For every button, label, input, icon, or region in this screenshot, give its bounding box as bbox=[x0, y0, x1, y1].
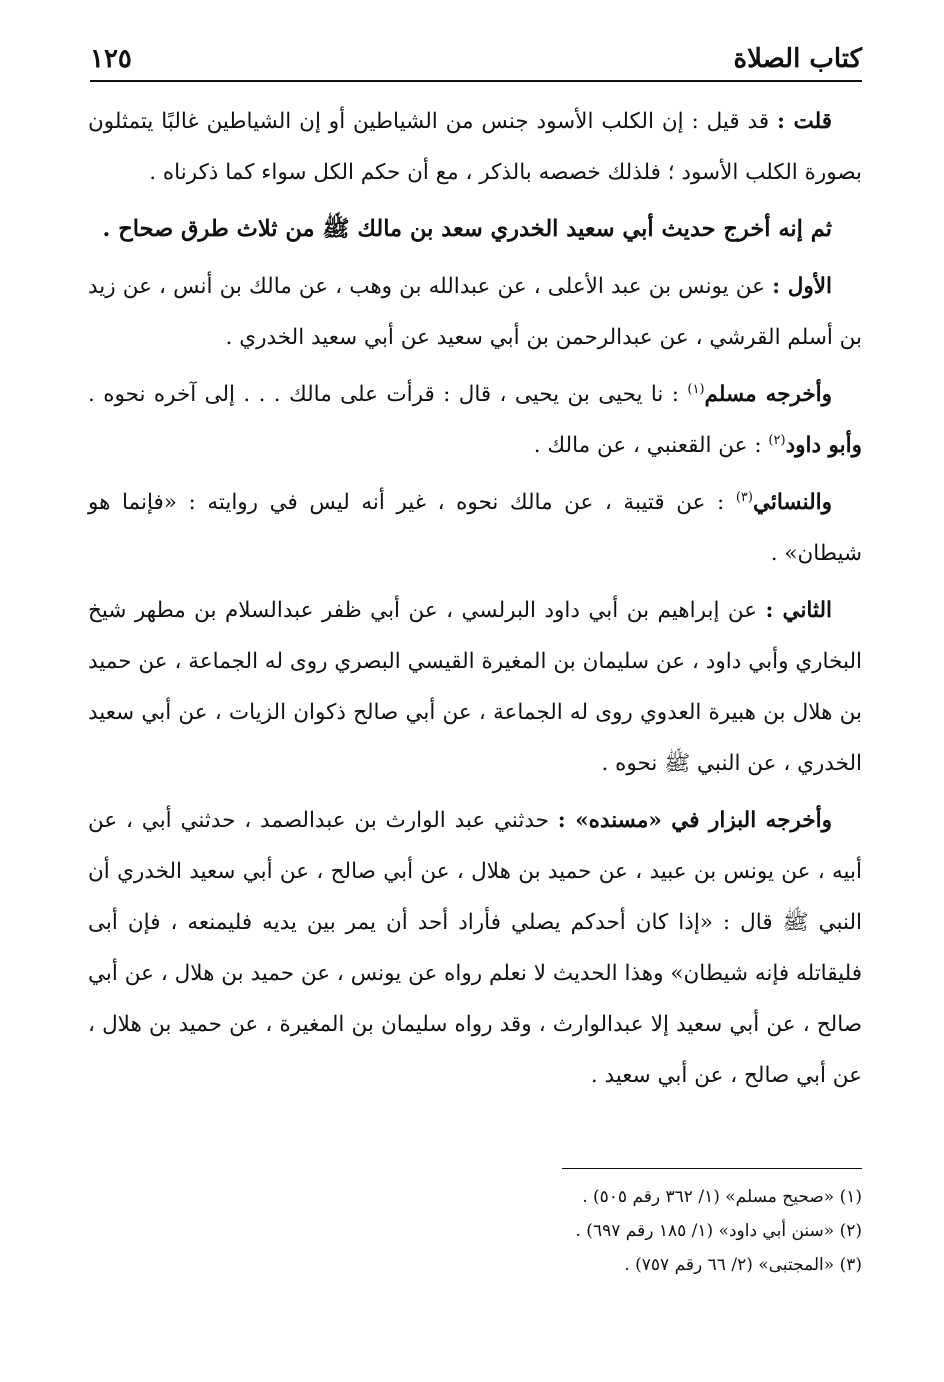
section-heading: ثم إنه أخرج حديث أبي سعيد الخدري سعد بن مالك ﷺ من ثلاث طرق صحاح . bbox=[102, 216, 832, 242]
paragraph-lead: قلت : bbox=[777, 109, 832, 134]
paragraph-qultu bbox=[88, 96, 862, 198]
paragraph-muslim bbox=[88, 369, 862, 471]
running-title: كتاب الصلاة bbox=[733, 44, 862, 74]
paragraph-first-chain bbox=[88, 261, 862, 363]
paragraph-text: : نا يحيى بن يحيى ، قال : قرأت على مالك . . . إلى آخره نحوه . bbox=[88, 382, 688, 407]
paragraph-lead: والنسائي bbox=[752, 490, 832, 515]
paragraph-nasai bbox=[88, 477, 862, 579]
paragraph-text-secondary: : عن القعنبي ، عن مالك . bbox=[533, 433, 769, 458]
footnote-item: (١) «صحيح مسلم» (١/ ٣٦٢ رقم ٥٠٥) . bbox=[582, 1187, 862, 1207]
footnotes bbox=[88, 1180, 862, 1282]
paragraph-lead: وأخرجه مسلم bbox=[704, 382, 833, 407]
footnote-ref: (٢) bbox=[768, 432, 786, 448]
paragraph-text: : عن قتيبة ، عن مالك نحوه ، غير أنه ليس في روايته : «فإنما هو شيطان» . bbox=[88, 490, 862, 566]
page-header bbox=[90, 30, 862, 82]
footnote-item: (٣) «المجتبى» (٢/ ٦٦ رقم ٧٥٧) . bbox=[624, 1255, 862, 1275]
paragraph-bazzar bbox=[88, 795, 862, 1101]
footnote-item: (٢) «سنن أبي داود» (١/ ١٨٥ رقم ٦٩٧) . bbox=[575, 1221, 862, 1241]
paragraph-text: حدثني عبد الوارث بن عبدالصمد ، حدثني أبي ، عن أبيه ، عن يونس بن عبيد ، عن حميد بن هلال ، عن أبي صالح ، عن أبي سعيد الخدري أن النبي ﷺ قال : «إذا كان أحدكم يصلي فأراد أحد أن يمر بين يديه فليمنعه ، فإن أبى فليقاتله فإنه شيطان» وهذا الحديث لا نعلم رواه عن يونس ، عن حميد بن هلال ، عن أبي صالح ، عن أبي سعيد إلا عبدالوارث ، وقد رواه سليمان بن المغيرة ، عن حميد بن هلال ، عن أبي صالح ، عن أبي سعيد . bbox=[88, 808, 862, 1088]
paragraph-second-chain bbox=[88, 585, 862, 789]
paragraph-lead: الأول : bbox=[772, 274, 832, 299]
footnote-ref: (٣) bbox=[735, 489, 753, 505]
footnote-ref: (١) bbox=[687, 381, 705, 397]
footnote-divider bbox=[562, 1168, 862, 1169]
paragraph-lead-secondary: وأبو داود bbox=[785, 433, 862, 458]
paragraph-lead: وأخرجه البزار في «مسنده» : bbox=[557, 808, 832, 833]
paragraph-lead: الثاني : bbox=[765, 598, 832, 623]
paragraph-text: عن يونس بن عبد الأعلى ، عن عبدالله بن وهب ، عن مالك بن أنس ، عن زيد بن أسلم القرشي ، عن عبدالرحمن بن أبي سعيد عن أبي سعيد الخدري . bbox=[88, 274, 862, 350]
paragraph-text: عن إبراهيم بن أبي داود البرلسي ، عن أبي ظفر عبدالسلام بن مطهر شيخ البخاري وأبي داود ، عن سليمان بن المغيرة القيسي البصري روى له الجماعة ، عن حميد بن هلال بن هبيرة العدوي روى له الجماعة ، عن أبي صالح ذكوان الزيات ، عن أبي سعيد الخدري ، عن النبي ﷺ نحوه . bbox=[88, 598, 862, 776]
page-number: ١٢٥ bbox=[90, 44, 132, 74]
main-text bbox=[88, 96, 862, 1107]
paragraph-text: قد قيل : إن الكلب الأسود جنس من الشياطين أو إن الشياطين غالبًا يتمثلون بصورة الكلب الأسود ؛ فلذلك خصصه بالذكر ، مع أن حكم الكل سواء كما ذكرناه . bbox=[88, 109, 862, 185]
